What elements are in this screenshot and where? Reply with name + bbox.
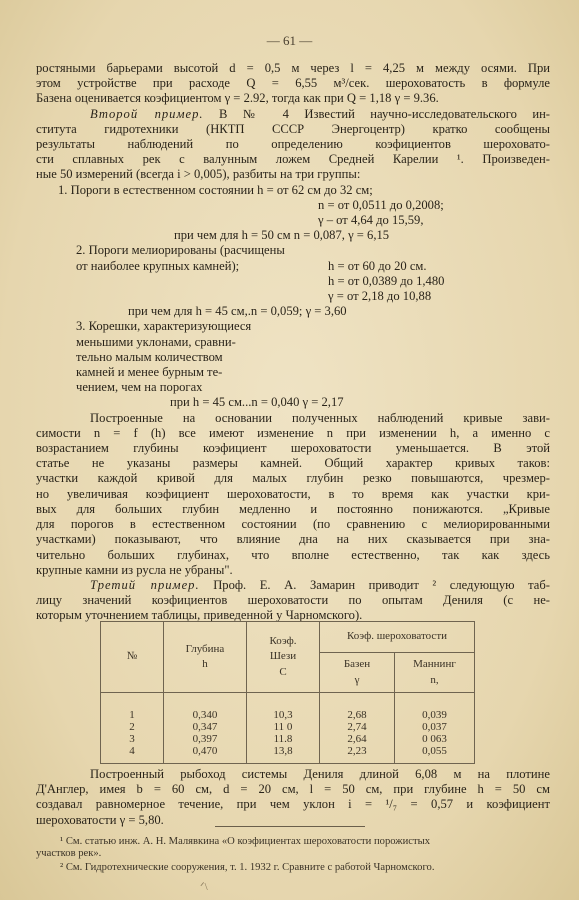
col-header-depth: Глубина h (164, 622, 247, 693)
group1-gamma: γ – от 4,64 до 15,59, (318, 213, 424, 228)
conclusion-line: участки каждой кривой для малых глубин резко повышаются, чрезмер- (36, 471, 550, 486)
text-fragment: В № 4 Известий научно-исследовательского ин- (219, 106, 551, 121)
conclusion-line: статье не указаны размеры камней. Общий характер кривых таков: (36, 456, 550, 471)
group3-line: меньшими уклонами, сравни- (76, 334, 236, 349)
group2-title: 2. Пороги мелиорированы (расчищены (76, 243, 285, 258)
group3-line: тельно малым количеством (76, 349, 223, 364)
table-row: 4 0,470 13,8 2,23 0,055 (101, 745, 475, 757)
text-line: результаты наблюдений по определению коэфициентов шероховато- (36, 137, 550, 152)
text-line: Построенный рыбоход системы Дениля длиной 6,08 м на плотине (90, 767, 550, 781)
col-header-chezy: Коэф. Шези C (247, 622, 320, 693)
text-line: лицу значений коэфициентов шероховатости по опытам Дениля (с не- (36, 593, 550, 608)
conclusion-line: крупные камни из русла не убраны". (36, 562, 233, 577)
text-line: создавал равномерное течение, при чем уклон i = ¹/₇ = 0,57 и коэфициент (36, 797, 550, 812)
example3-first-line (36, 578, 550, 593)
text-line: шероховатости γ = 5,80. (36, 812, 164, 827)
footnote-1-cont: участков рек». (36, 848, 102, 859)
group2-gamma: γ = от 2,18 до 10,88 (328, 289, 432, 304)
conclusion-line: но увеличивая коэфициент шероховатости, в то время как участки кри- (36, 486, 550, 501)
group2-title-row (36, 259, 550, 274)
group3-line: чением, чем на порогах (76, 380, 203, 395)
text-line: сти сплавных рек с валунным ложем Средней Карелии ¹. Произведен- (36, 152, 550, 167)
col-header-manning: Маннинг n, (395, 653, 475, 693)
group1-n: n = от 0,0511 до 0,2008; (318, 197, 444, 212)
page-number: — 61 — (266, 33, 313, 48)
col-header-num: № (101, 622, 164, 693)
group3-when: при h = 45 см...n = 0,040 γ = 2,17 (170, 395, 344, 410)
page-body (36, 61, 550, 624)
conclusion-line: возрастанием глубины коэфициент шероховатости уменьшается. В этой (36, 441, 550, 456)
table-row: 3 0,397 11.8 2,64 0 063 (101, 733, 475, 745)
text-fragment: Проф. Е. А. Замарин приводит ² следующую таб- (213, 577, 550, 592)
text-line: ные 50 измерений (всегда i > 0,005), разбиты на три группы: (36, 167, 361, 182)
text-line: этом устройстве при расходе Q = 6,55 м³/сек. шероховатость в формуле (36, 76, 550, 91)
example2-first-line (36, 107, 550, 122)
footnote-2: ² См. Гидротехнические сооружения, т. 1. 1932 г. Сравните с работой Чарномского. (60, 862, 435, 873)
text-line: ститута гидротехники (НКТП СССР Энергоцентр) кратко сообщены (36, 121, 550, 136)
conclusion-line: участками) показывают, что влияние дна на них сказывается при зна- (36, 532, 550, 547)
example-label: Второй пример. (90, 106, 204, 121)
conclusion-line: вых для больших глубин медленно и постоянно понижаются. „Кривые (36, 501, 550, 516)
conclusion-line: для порогов в естественном состоянии (по сравнению с мелиорированными (36, 517, 550, 532)
text-line: ростяными барьерами высотой d = 0,5 м через l = 4,25 м между осями. При (36, 61, 550, 75)
text-line: которым уточнением таблицы, приведенной у Чарномского). (36, 608, 363, 623)
col-header-roughness: Коэф. шероховатости (320, 622, 475, 653)
footnote-1: ¹ См. статью инж. А. Н. Малявкина «О коэфициентах шероховатости порожистых (60, 836, 431, 847)
group1-when: при чем для h = 50 см n = 0,087, γ = 6,15 (174, 228, 390, 243)
roughness-table (100, 621, 475, 764)
ink-mark: ᐟ\ (200, 881, 208, 893)
group2-h: h = от 60 до 20 см. (328, 258, 427, 273)
col-header-bazin: Базен γ (320, 653, 395, 693)
group2-title2: от наиболее крупных камней); (76, 258, 240, 273)
conclusion-line: симости n = f (h) все имеют изменение n при изменении h, а именно с (36, 425, 550, 440)
after-table-text (36, 767, 550, 828)
group2-n: h = от 0,0389 до 1,480 (328, 273, 445, 288)
conclusion-line: чительно больших глубинах, что вполне естественно, так как здесь (36, 547, 550, 562)
conclusion-line: Построенные на основании полученных наблюдений кривые зави- (90, 410, 550, 425)
group1-title: 1. Пороги в естественном состоянии h = от 62 см до 32 см; (58, 182, 373, 197)
group2-when: при чем для h = 45 см,.n = 0,059; γ = 3,60 (128, 304, 347, 319)
text-line: Базена оценивается коэфициентом γ = 2.92, тогда как при Q = 1,18 γ = 9.36. (36, 91, 439, 106)
text-line: Д'Англер, имея b = 60 см, d = 20 см, l = 50 см, при глубине h = 50 см (36, 782, 550, 797)
footnote-divider (215, 826, 365, 827)
group3-line: камней и менее бурным те- (76, 365, 223, 380)
example-label: Третий пример. (90, 577, 200, 592)
table-row: 2 0,347 11 0 2,74 0,037 (101, 721, 475, 733)
group3-line: 3. Корешки, характеризующиеся (76, 319, 252, 334)
table-row: 1 0,340 10,3 2,68 0,039 (101, 709, 475, 721)
